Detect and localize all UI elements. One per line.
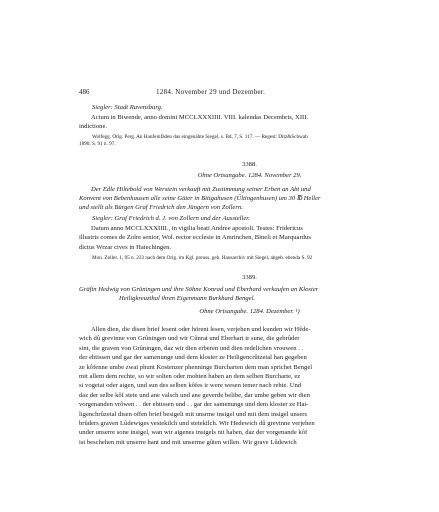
sealer-line: Siegler: Graf Friedrich d. J. von Zollern und der Aussteller. bbox=[92, 215, 250, 222]
text-line: ist beschehen mit unserre hant und mit unserme gûten willen. Wir grave Lûdewich bbox=[79, 438, 297, 446]
text-line: Gräfin Hedwig von Grüningen und ihre Söhne Konrad und Eberhard verkaufen an Kloster bbox=[79, 286, 319, 293]
text-line: dictus Wrzar cives in Haiechingen. bbox=[79, 243, 172, 251]
text-line: indictione. bbox=[79, 123, 108, 131]
text-line: illustris comes de Zolre senior, Wol. rector ecclesie in Amrinchen, Bineli et Marquardus bbox=[79, 234, 311, 242]
text-line: und stellt als Bürgen Graf Friedrich den Jüngern von Zollern. bbox=[79, 204, 243, 212]
regest bbox=[79, 285, 318, 303]
text-line: daz der selbe kôf stete und ane valsch und ane geverde belibe, dar umbe geben wir dien bbox=[79, 391, 310, 399]
text-line: Datum anno MCCLXXXIIII., in vigilia beati Andree apostoli. Testes: Fridericus bbox=[91, 225, 303, 232]
source-note bbox=[79, 134, 308, 148]
text-line: wich dû grevinne von Grûningen und wir Cûnrat und Eberhart ir sune, die gebrûder bbox=[79, 335, 300, 343]
text-line: vorgenanden vrôwen . . der ebtissen und . . gar der samenunge und dem kloster ze Hai- bbox=[79, 401, 309, 409]
text-line: Actum in Biwende, anno domini MCCLXXXIIII. VIII. kalendas Decembris, XIII. bbox=[91, 114, 309, 121]
dateline: Ohne Ortsangabe. 1284. Dezember. ¹) bbox=[199, 308, 300, 315]
text-line: ligenchrûzetal disen offen brief besigelt mit unsrme insigel und mit dem insigel unsers bbox=[79, 410, 308, 418]
sealer-line: Siegler: Stadt Ravensburg. bbox=[92, 104, 163, 111]
text-line: Konvent von Bebenhausen alle seine Güter in Bittgahusen (Ültingenhusen) um 30 ℔ Heller bbox=[79, 195, 321, 203]
document-number: 3389. bbox=[242, 274, 257, 281]
text-line: Der Edle Hiltebold von Werstein verkauft mit Zustimmung seiner Erben an Abt und bbox=[91, 186, 311, 193]
text-line: mit allem dem rechte, so wir solten oder mohten haben an dem selben Burcharte, ez bbox=[79, 373, 301, 381]
actum-paragraph bbox=[79, 113, 308, 132]
page-number: 486 bbox=[79, 88, 90, 96]
dateline: Ohne Ortsangabe. 1284. November 29. bbox=[197, 172, 302, 179]
text-line: sint, die graven von Grûningen, daz wir dien erberen und dien redelichen vrouwen . . bbox=[79, 344, 304, 352]
document-number: 3388. bbox=[242, 161, 257, 168]
text-line: 1890, S. 91 n. 97. bbox=[79, 141, 116, 147]
running-title: 1284. November 29 und Dezember. bbox=[156, 88, 266, 96]
text-line: under unserre sone insigel, wan wir aigenes insigels nit haben, daz der vorgenande kôf bbox=[79, 429, 308, 437]
text-line: ze kôfenne umbe zwai phunt Kostenzer phenninge Burcharten dem man sprichet Bengel bbox=[79, 363, 313, 371]
text-line: brûders graven Lûdewiges vestekilch und stetekilch. Wir Hedewich dû grevinne verjehen bbox=[79, 420, 315, 428]
document-text bbox=[79, 224, 311, 252]
regest bbox=[79, 185, 321, 212]
source-note: Mon. Zoller. 1, 95 n. 223 nach dem Orig. im Kgl. preuss. geh. Hausarchiv mit Siegel, abgeb. ebenda S. 92 bbox=[92, 255, 313, 261]
text-line: Wolfegg. Orig. Perg. An Hanfeinfäden das eingenähte Siegel, s. Bd. 7, S. 117. — Regest: Ditz&Schwab bbox=[92, 134, 308, 140]
text-line: Allen dien, die disen brief lesent oder hörent lesen, verjehen und kunden wir Hêde- bbox=[91, 326, 311, 333]
text-line: Heiligkreuzthal ihren Eigenmann Burkhard Bengel. bbox=[119, 295, 256, 303]
text-line: der ebtissen und gar der samenunge und dem kloster ze Heiligencrûtzetal han gegeben bbox=[79, 354, 307, 362]
document-text bbox=[79, 325, 315, 447]
text-line: si vogetai oder aigen, und sun des selben kôfes ir were wesen iemer nach rehte. Und bbox=[79, 382, 302, 390]
